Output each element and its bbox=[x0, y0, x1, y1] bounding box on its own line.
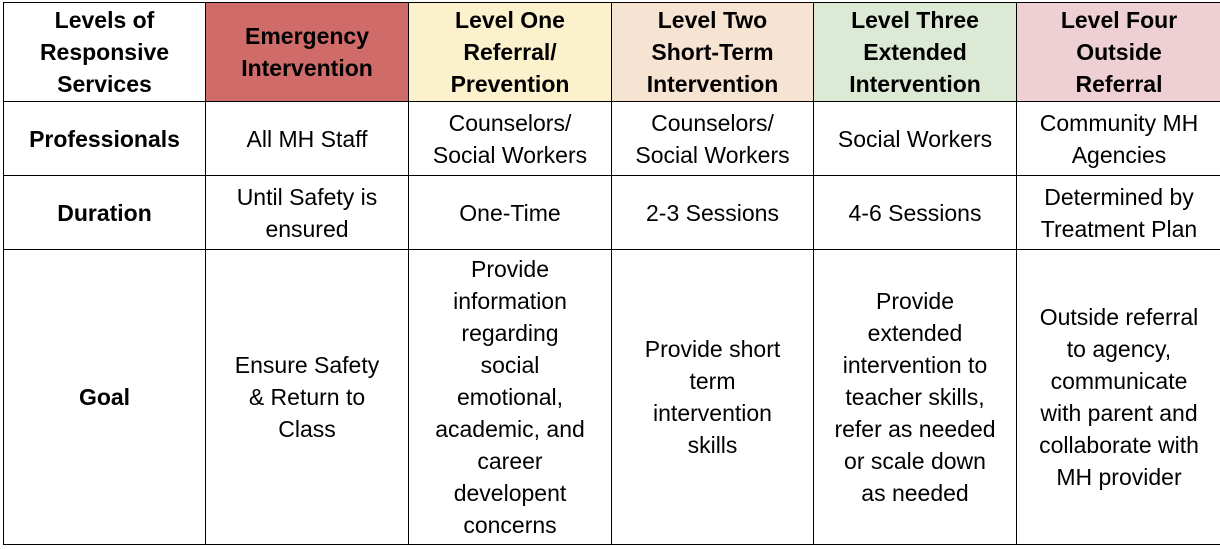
header-level-two: Level Two Short-Term Intervention bbox=[612, 3, 814, 102]
cell-goal-level-four: Outside referral to agency, communicate with parent and collaborate with MH provider bbox=[1017, 250, 1220, 545]
cell-professionals-level-four: Community MH Agencies bbox=[1017, 102, 1220, 176]
row-label-professionals: Professionals bbox=[4, 102, 206, 176]
header-emergency-intervention: Emergency Intervention bbox=[206, 3, 409, 102]
header-level-four: Level Four Outside Referral bbox=[1017, 3, 1220, 102]
professionals-row bbox=[4, 102, 1220, 176]
row-label-goal: Goal bbox=[4, 250, 206, 545]
responsive-services-table bbox=[3, 2, 1220, 545]
cell-goal-level-one: Provide information regarding social emotional, academic, and career developent concerns bbox=[409, 250, 612, 545]
cell-professionals-level-two: Counselors/ Social Workers bbox=[612, 102, 814, 176]
header-level-three: Level Three Extended Intervention bbox=[814, 3, 1017, 102]
cell-goal-level-three: Provide extended intervention to teacher skills, refer as needed or scale down as needed bbox=[814, 250, 1017, 545]
corner-header: Levels of Responsive Services bbox=[4, 3, 206, 102]
cell-goal-emergency: Ensure Safety & Return to Class bbox=[206, 250, 409, 545]
cell-duration-emergency: Until Safety is ensured bbox=[206, 176, 409, 250]
row-label-duration: Duration bbox=[4, 176, 206, 250]
goal-row bbox=[4, 250, 1220, 545]
cell-professionals-level-one: Counselors/ Social Workers bbox=[409, 102, 612, 176]
cell-goal-level-two: Provide short term intervention skills bbox=[612, 250, 814, 545]
cell-professionals-emergency: All MH Staff bbox=[206, 102, 409, 176]
header-level-one: Level One Referral/ Prevention bbox=[409, 3, 612, 102]
cell-professionals-level-three: Social Workers bbox=[814, 102, 1017, 176]
duration-row bbox=[4, 176, 1220, 250]
cell-duration-level-one: One-Time bbox=[409, 176, 612, 250]
cell-duration-level-three: 4-6 Sessions bbox=[814, 176, 1017, 250]
cell-duration-level-four: Determined by Treatment Plan bbox=[1017, 176, 1220, 250]
cell-duration-level-two: 2-3 Sessions bbox=[612, 176, 814, 250]
header-row bbox=[4, 3, 1220, 102]
